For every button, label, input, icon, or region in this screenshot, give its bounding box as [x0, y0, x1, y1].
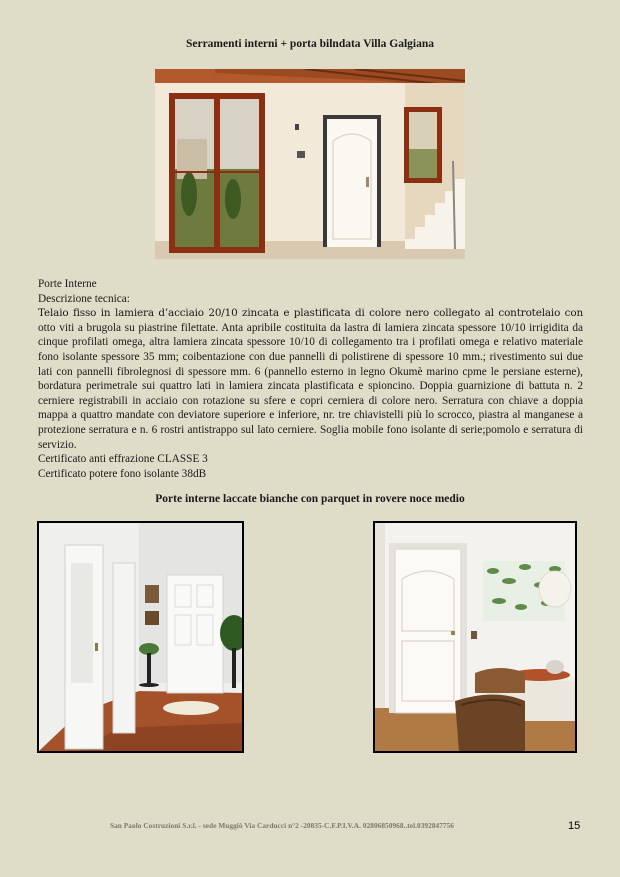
section-label: Porte Interne: [38, 278, 97, 290]
photo-armored-door-room: [155, 69, 465, 259]
footer-company-info: San Paolo Costruzioni S.r.l. - sede Muggiò Via Carducci n°2 -20835-C.F.P.I.V.A. 02806850968..tel.0392847756: [110, 821, 455, 830]
description-paragraph: [38, 306, 583, 452]
certificate-burglary: Certificato anti effrazione CLASSE 3: [38, 453, 208, 466]
page-title: Serramenti interni + porta bilndata Villa Galgiana: [185, 38, 435, 50]
technical-description: [38, 277, 583, 481]
section-subtitle: Porte interne laccate bianche con parquet in rovere noce medio: [155, 493, 465, 505]
photo-door-with-chair: [373, 521, 577, 753]
description-body: otto viti a brugola su piastrine filettate. Anta apribile costituita da lastra di lamiera zincata spessore 10/10 irrigidita da cinque profilati omega, altra lamiera zincata spessore 10/10 di collegamento tra i profilati omega e relativo materiale fono isolante spessore 35 mm; coibentazione con due pannelli di polistirene di spessore 10 mm.; rivestimento sui due lati con pannelli fibrolegnosi di spessore mm. 6 (pannello esterno in legno Okumè marino cpme le persiane esterne), bordatura perimetrale sui quattro lati in lamiera zincata plastificata e spioncino. Doppia guarnizione di battuta n. 2 cerniere registrabili in acciaio con rotazione su sfere e copri cerniera di colore nero. Serratura con chiave a doppia mappa a quattro mandate con deviatore superiore e inferiore, nr. tre chiavistelli più lo scrocco, piastra al manganese a protezione serratura e n. 6 rostri antistrappo sul lato cerniere. Soglia mobile fono isolante di serie;pomolo e serratura di servizio.: [38, 321, 583, 451]
certificate-acoustic: Certificato potere fono isolante 38dB: [38, 467, 207, 480]
description-heading: Descrizione tecnica:: [38, 292, 130, 305]
photo-hallway-white-doors: [37, 521, 244, 753]
page-number: 15: [568, 820, 581, 832]
description-lead: Telaio fisso in lamiera d’acciaio 20/10 zincata e plastificata di colore nero collegato al controtelaio con: [38, 307, 583, 320]
